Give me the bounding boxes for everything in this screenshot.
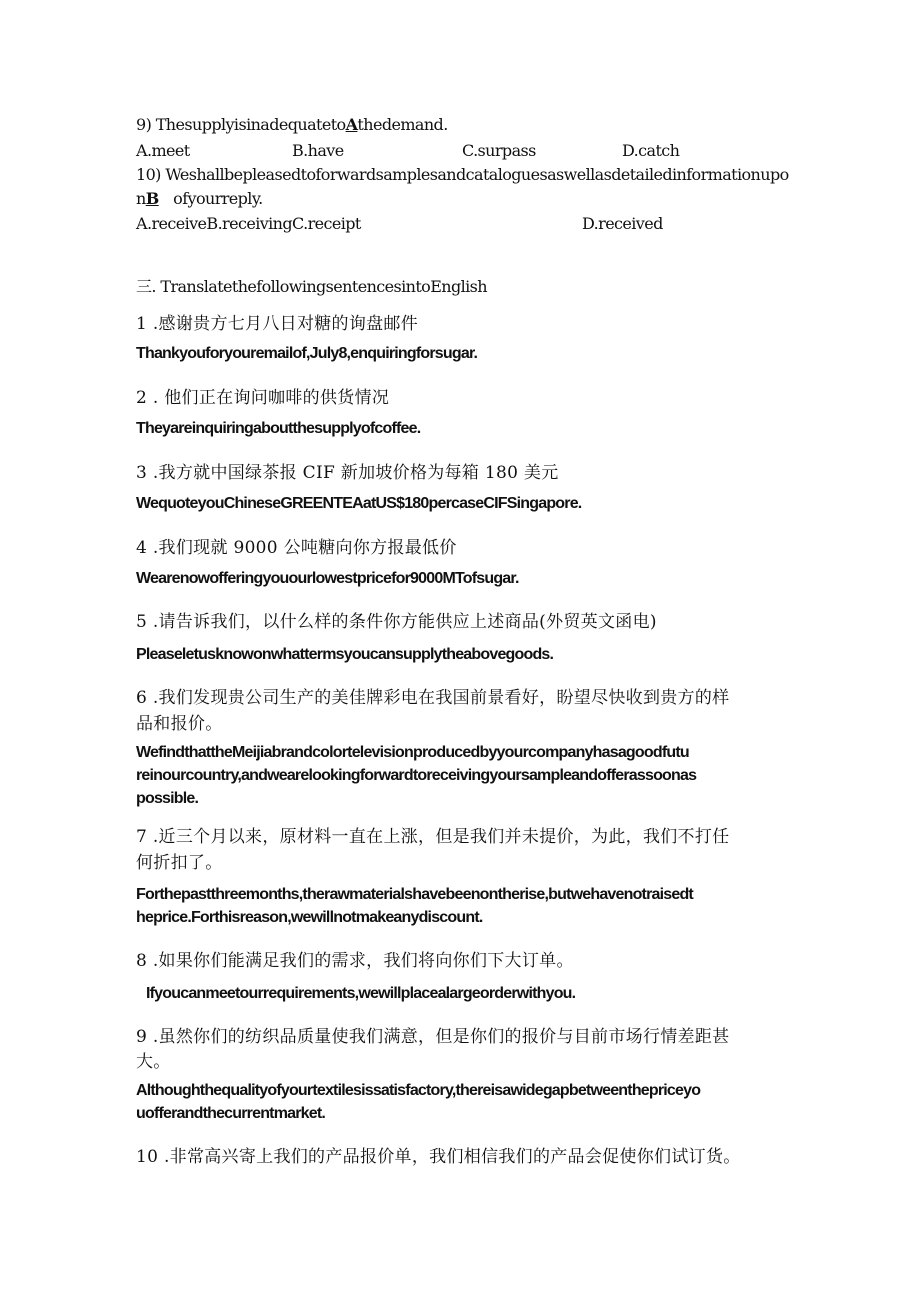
question-10-option-d: D.received <box>582 214 663 233</box>
question-9-number: 9) <box>136 115 152 134</box>
question-10-stem-line2 <box>136 189 263 208</box>
chinese-text: . 他们正在询问咖啡的供货情况 <box>152 388 390 408</box>
translation-item-9-chinese-line1 <box>136 1022 729 1047</box>
translation-item-2-chinese <box>136 383 389 408</box>
item-number: 4 <box>136 538 148 558</box>
item-number: 9 <box>136 1027 148 1047</box>
item-number: 5 <box>136 612 148 632</box>
translation-item-6-english-line3: possible. <box>136 790 199 807</box>
item-number: 8 <box>136 951 148 971</box>
question-9-answer: A <box>345 115 358 134</box>
chinese-text: .如果你们能满足我们的需求，我们将向你们下大订单。 <box>152 951 574 971</box>
question-10-options-abc: A.receiveB.receivingC.receipt <box>136 214 361 233</box>
translation-item-2-english: Theyareinquiringaboutthesupplyofcoffee. <box>136 420 421 437</box>
translation-item-7-english-line1: Forthepastthreemonths,therawmaterialshavebeenontherise,butwehavenotraisedt <box>136 886 693 903</box>
question-10-text-line2-post: ofyourreply. <box>173 189 263 208</box>
translation-item-4-chinese <box>136 533 457 558</box>
translation-item-6-english-line2: reinourcountry,andwearelookingforwardtoreceivingyoursampleandofferassoonas <box>136 767 697 784</box>
item-number: 6 <box>136 688 148 708</box>
translation-item-5-english: Pleaseletusknowonwhattermsyoucansupplytheabovegoods. <box>136 646 554 663</box>
chinese-text: .请告诉我们，以什么样的条件你方能供应上述商品(外贸英文函电) <box>152 612 657 632</box>
chinese-text: .虽然你们的纺织品质量使我们满意，但是你们的报价与目前市场行情差距甚 <box>152 1027 730 1047</box>
translation-item-9-english-line1: Althoughthequalityofyourtextilesissatisfactory,thereisawidegapbetweenthepriceyo <box>136 1082 701 1099</box>
translation-item-3-english: WequoteyouChineseGREENTEAatUS$180percaseCIFSingapore. <box>136 495 582 512</box>
question-10-options <box>136 214 836 236</box>
translation-item-8-chinese <box>136 946 574 971</box>
item-number: 2 <box>136 388 148 408</box>
item-number: 10 <box>136 1147 159 1167</box>
translation-item-8-english: Ifyoucanmeetourrequirements,wewillplacealargeorderwithyou. <box>146 985 576 1002</box>
translation-item-1-english: Thankyouforyouremailof,July8,enquiringforsugar. <box>136 345 478 362</box>
question-10-text-line1: Weshallbepleasedtoforwardsamplesandcataloguesaswellasdetailedinformationupo <box>165 165 789 184</box>
question-10-text-line2-pre: n <box>136 189 146 208</box>
question-10-answer: B <box>145 189 159 208</box>
translation-item-9-english-line2: uofferandthecurrentmarket. <box>136 1105 326 1122</box>
question-10-number: 10) <box>136 165 161 184</box>
translation-item-9-chinese-line2: 大。 <box>136 1052 171 1072</box>
question-9-text-pre: Thesupplyisinadequateto <box>155 115 346 134</box>
translation-item-6-english-line1: WefindthattheMeijiabrandcolortelevisionproducedbyyourcompanyhasagoodfutu <box>136 744 689 761</box>
translation-item-6-chinese-line2: 品和报价。 <box>136 714 223 734</box>
question-9-options <box>136 141 836 163</box>
translation-item-7-english-line2: heprice.Forthisreason,wewillnotmakeanydiscount. <box>136 909 483 926</box>
chinese-text: .我们现就 9000 公吨糖向你方报最低价 <box>152 538 457 558</box>
translation-item-5-chinese <box>136 607 657 632</box>
chinese-text: .非常高兴寄上我们的产品报价单，我们相信我们的产品会促使你们试订货。 <box>163 1147 741 1167</box>
question-9-option-c: C.surpass <box>462 141 536 160</box>
question-10-stem-line1 <box>136 165 789 184</box>
translation-item-6-chinese-line1 <box>136 683 729 708</box>
question-9-text-post: thedemand. <box>357 115 448 134</box>
translation-item-10-chinese <box>136 1142 741 1167</box>
section-3-title: 三. TranslatethefollowingsentencesintoEnglish <box>136 277 487 296</box>
translation-item-7-chinese-line1 <box>136 822 729 847</box>
question-9-option-b: B.have <box>292 141 344 160</box>
chinese-text: .近三个月以来，原材料一直在上涨，但是我们并未提价，为此，我们不打任 <box>152 827 730 847</box>
chinese-text: .感谢贵方七月八日对糖的询盘邮件 <box>152 314 419 334</box>
question-9-option-d: D.catch <box>622 141 680 160</box>
translation-item-1-chinese <box>136 309 418 334</box>
item-number: 7 <box>136 827 148 847</box>
translation-item-3-chinese <box>136 458 559 483</box>
chinese-text: .我们发现贵公司生产的美佳牌彩电在我国前景看好，盼望尽快收到贵方的样 <box>152 688 730 708</box>
translation-item-4-english: Wearenowofferingyouourlowestpricefor9000MTofsugar. <box>136 570 519 587</box>
item-number: 1 <box>136 314 148 334</box>
chinese-text: .我方就中国绿茶报 CIF 新加坡价格为每箱 180 美元 <box>152 463 559 483</box>
item-number: 3 <box>136 463 148 483</box>
question-9-option-a: A.meet <box>136 141 190 160</box>
question-9-stem <box>136 115 448 134</box>
translation-item-7-chinese-line2: 何折扣了。 <box>136 853 223 873</box>
